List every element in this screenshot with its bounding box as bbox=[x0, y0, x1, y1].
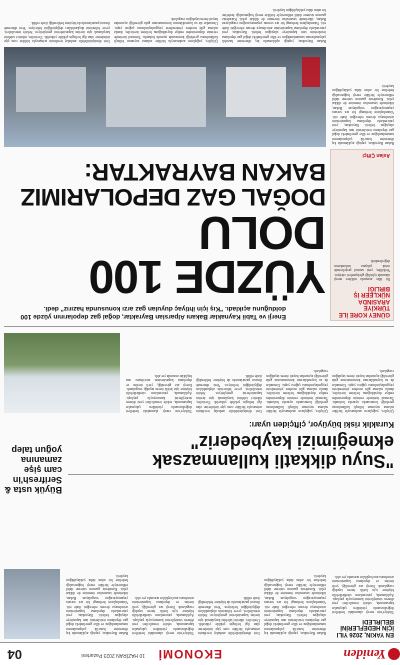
text-column: Çiftçiler, yağışların azalmasıyla birlikte sulama suyunun bilinçli kullanılması gerektiği konusunda uyarıda bulundu. Tarımsal üretimde verimin düşmesinden endişe duyulduğunu belirten üreticiler, damla sulama gibi modern yöntemlerin yaygınlaştırılması çağrısı yaptı. Uzmanlar da su kaynaklarının korunmasının gıda güvenliği açısından hayati önem taşıdığını vurguladı. bbox=[266, 369, 328, 413]
worker-photo bbox=[4, 569, 60, 639]
bottom-headline: "Suyu dikkatli kullanmazsak ekmeğimizi kaybederiz" bbox=[152, 432, 394, 471]
logo-icon bbox=[388, 648, 400, 660]
page-header bbox=[0, 642, 400, 665]
text-column: Çiftçiler, yağışların azalmasıyla birlikte sulama suyunun bilinçli kullanılması gerektiği konusunda uyarıda bulundu. Tarımsal üretimde verimin düşmesinden endişe duyulduğunu belirten üreticiler, damla sulama gibi modern yöntemlerin yaygınlaştırılması çağrısı yaptı. Uzmanlar da su kaynaklarının korunmasının gıda güvenliği açısından hayati önem taşıdığını vurguladı. bbox=[332, 369, 394, 413]
text-column: Türkiye'nin enerji alanındaki hedefleri doğrultusunda yürütülen çalışmalar kapsamında, sektör temsilcileri yeni dönem stratejilerini kamuoyuyla paylaştı. Açıklamada, yatırımların sürdürülebilir büyüme için kritik önem taşıdığı vurgulandı. Enerji arz güvenliği, yerli üretim ve depolama kapasitesinin artırılması ana başlıklar arasında yer aldı. bbox=[132, 595, 194, 635]
text-column: Bakan Bayraktar, yaptığı açıklamada kış dönemine hazırlık çalışmalarının tamamlandığını ve ülke genelindeki doğal gaz depolama tesislerinin tam kapasiteye ulaştığını belirtti. Bayraktar, yeni yatırımlarla depolama kapasitesinin artırılmaya devam edeceğini ifade etti. Vatandaşların herhangi bir arz sorunu yaşamayacağını vurgulayan Bakan, tüketimde tasarrufun önemine de dikkat çekti. Karadeniz gazının sisteme dahil edilmesiyle birlikte enerji bağımsızlığı hedefine bir adım daha yaklaşıldığını kaydetti. bbox=[264, 573, 326, 635]
main-headline-1: DOĞAL GAZ DEPOLARIMIZ bbox=[20, 182, 326, 210]
main-deck-text: Enerji ve Tabii Kaynaklar Bakanı Alparslan Bayraktar, doğal gaz depolarının yüzde 100 dolduğunu açıkladı. "Kış için ihtiyaç duyulan gaz arzı konusunda hazırız" dedi. bbox=[20, 305, 286, 320]
right-story-headline: Büyük usta & Serifresh'in cam şişe zamanına yoğun talep bbox=[4, 445, 62, 495]
text-column: Bakan Bayraktar, yaptığı açıklamada kış dönemine hazırlık çalışmalarının tamamlandığını ve ülke genelindeki doğal gaz depolama tesislerinin tam kapasiteye ulaştığını belirtti. Bayraktar, yeni yatırımlarla depolama kapasitesinin artırılmaya devam edeceğini ifade etti. Vatandaşların herhangi bir arz sorunu yaşamayacağını vurgulayan Bakan, tüketimde tasarrufun önemine de dikkat çekti. Karadeniz gazının sisteme dahil edilmesiyle birlikte enerji bağımsızlığı hedefine bir adım daha yaklaşıldığını kaydetti. bbox=[66, 573, 128, 635]
sidebar-author: Aslan Çiftçi bbox=[362, 152, 390, 159]
main-headline-2: YÜZDE 100 DOLU bbox=[89, 207, 326, 303]
text-column: Geri dönüştürülebilir ambalaj tercihinin artmasıyla birlikte cam şişe ürünlerine olan ilgi belirgin şekilde yükseldi. Üreticiler, tüketici talebini karşılamak için üretim kapasitelerini genişletiyor. Sektör temsilcileri, çevre bilincinin alışkanlıkları değiştirdiğini belirtiyor. Yeni dönemde ihracat pazarlarında da büyüme beklendiği ifade edildi. bbox=[4, 21, 110, 43]
text-column: Çiftçiler, yağışların azalmasıyla birlikte sulama suyunun bilinçli kullanılması gerektiği konusunda uyarıda bulundu. Tarımsal üretimde verimin düşmesinden endişe duyulduğunu belirten üreticiler, damla sulama gibi modern yöntemlerin yaygınlaştırılması çağrısı yaptı. Uzmanlar da su kaynaklarının korunmasının gıda güvenliği açısından hayati önem taşıdığını vurguladı. bbox=[114, 16, 218, 43]
text-column: Bakan Bayraktar, yaptığı açıklamada kış dönemine hazırlık çalışmalarının tamamlandığını ve ülke genelindeki doğal gaz depolama tesislerinin tam kapasiteye ulaştığını belirtti. Bayraktar, yeni yatırımlarla depolama kapasitesinin artırılmaya devam edeceğini ifade etti. Vatandaşların herhangi bir arz sorunu yaşamayacağını vurgulayan Bakan, tüketimde tasarrufun önemine de dikkat çekti. Karadeniz gazının sisteme dahil edilmesiyle birlikte enerji bağımsızlığı hedefine bir adım daha yaklaşıldığını kaydetti. bbox=[332, 83, 394, 145]
section-title: EKONOMİ bbox=[157, 647, 222, 661]
bottom-kicker: Kuraklık riski büyüyor, çiftçiden uyarı: bbox=[249, 420, 394, 429]
logo: Yeniden bbox=[343, 647, 386, 662]
building-shape bbox=[106, 67, 206, 127]
flag-mark bbox=[302, 57, 320, 87]
text-column: Türkiye'nin enerji alanındaki hedefleri doğrultusunda yürütülen çalışmalar kapsamında, sektör temsilcileri yeni dönem stratejilerini kamuoyuyla paylaştı. Açıklamada, yatırımların sürdürülebilir büyüme için kritik önem taşıdığı vurgulandı. Enerji arz güvenliği, yerli üretim ve depolama kapasitesinin artırılması ana başlıklar arasında yer aldı. bbox=[126, 373, 192, 413]
text-column: Geri dönüştürülebilir ambalaj tercihinin artmasıyla birlikte cam şişe ürünlerine olan ilgi belirgin şekilde yükseldi. Üreticiler, tüketici talebini karşılamak için üretim kapasitelerini genişletiyor. Sektör temsilcileri, çevre bilincinin alışkanlıkları değiştirdiğini belirtiyor. Yeni dönemde ihracat pazarlarında da büyüme beklendiği ifade edildi. bbox=[198, 595, 260, 635]
building-shape bbox=[226, 67, 286, 117]
page-number: 04 bbox=[7, 647, 22, 662]
gas-storage-photo bbox=[4, 47, 326, 147]
left-top-body: Türkiye'nin enerji alanındaki hedefleri doğrultusunda yürütülen çalışmalar kapsamında, sektör temsilcileri yeni dönem stratejilerini kamuoyuyla paylaştı. Açıklamada, yatırımların sürdürülebilir büyüme için kritik önem taşıdığı vurgulandı. Enerji arz güvenliği, yerli üretim ve depolama kapasitesinin artırılması ana başlıklar arasında yer aldı. bbox=[332, 574, 394, 615]
bottom-story-header bbox=[68, 420, 394, 470]
main-kicker: BAKAN BAYRAKTAR: bbox=[84, 157, 326, 185]
left-top-story bbox=[332, 487, 394, 637]
divider bbox=[68, 474, 394, 475]
field-photo bbox=[4, 333, 120, 413]
left-top-title: EN YAKIN, 2026 YILI İÇİN HEDEFLERİNİ BELİRLEDİ bbox=[336, 617, 394, 637]
sidebar-box bbox=[330, 149, 394, 321]
text-column: Bakan Bayraktar, yaptığı açıklamada kış dönemine hazırlık çalışmalarının tamamlandığını ve ülke genelindeki doğal gaz depolama tesislerinin tam kapasiteye ulaştığını belirtti. Bayraktar, yeni yatırımlarla depolama kapasitesinin artırılmaya devam edeceğini ifade etti. Vatandaşların herhangi bir arz sorunu yaşamayacağını vurgulayan Bakan, tüketimde tasarrufun önemine de dikkat çekti. Karadeniz gazının sisteme dahil edilmesiyle birlikte enerji bağımsızlığı hedefine bir adım daha yaklaşıldığını kaydetti. bbox=[222, 8, 326, 43]
right-story bbox=[2, 445, 62, 495]
divider bbox=[4, 326, 394, 327]
date: 10 HAZİRAN 2023 Pazartesi bbox=[81, 652, 145, 658]
main-story bbox=[4, 150, 326, 320]
main-deck bbox=[4, 304, 286, 320]
building-shape bbox=[16, 67, 86, 112]
sidebar-title: GÜNEY KORE İLE TÜRKİYE ARASINDA NÜKLEER İŞ BİRLİĞİ bbox=[338, 284, 390, 317]
text-column: Geri dönüştürülebilir ambalaj tercihinin artmasıyla birlikte cam şişe ürünlerine olan ilgi belirgin şekilde yükseldi. Üreticiler, tüketici talebini karşılamak için üretim kapasitelerini genişletiyor. Sektör temsilcileri, çevre bilincinin alışkanlıkları değiştirdiğini belirtiyor. Yeni dönemde ihracat pazarlarında da büyüme beklendiği ifade edildi. bbox=[196, 373, 262, 413]
sidebar-body: İki ülke arasında nükleer enerji alanında işbirliği görüşmeleri sürüyor. Yetkililer, yeni santral projelerinde ortak çalışma imkanlarını değerlendirdi. bbox=[334, 259, 390, 282]
